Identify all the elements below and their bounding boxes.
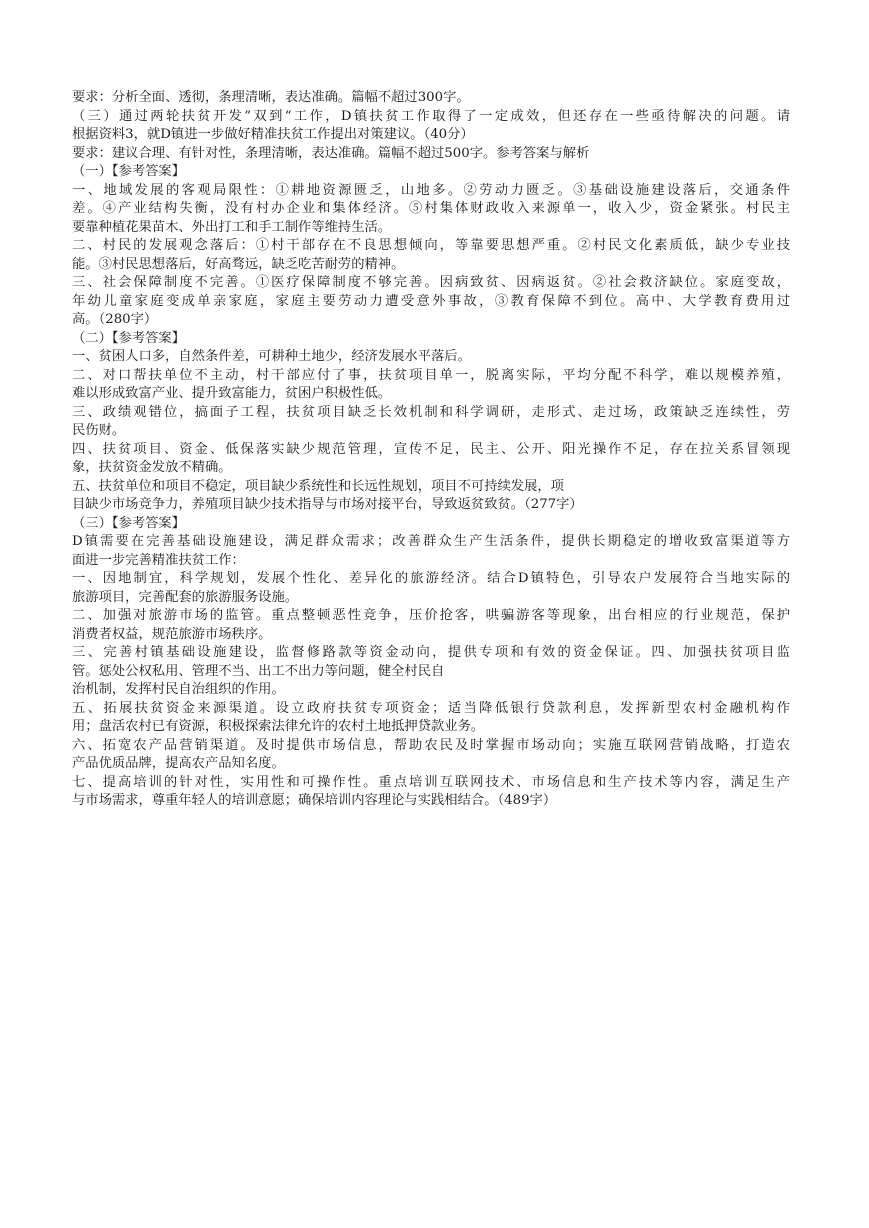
text-line: D镇需要在完善基础设施建设，满足群众需求；改善群众生产生活条件，提供长期稳定的增收致富渠道等方 (72, 534, 790, 549)
text-line: 七、提高培训的针对性，实用性和可操作性。重点培训互联网技术、市场信息和生产技术等内容，满足生产 (72, 774, 790, 790)
text-line: 二、对口帮扶单位不主动，村干部应付了事，扶贫项目单一，脱离实际，平均分配不科学，难以规模养殖， (72, 367, 790, 383)
text-line: 一、因地制宜，科学规划，发展个性化、差异化的旅游经济。结合D镇特色，引导农户发展符合当地实际的 (72, 571, 790, 586)
text-line: 要求：分析全面、透彻，条理清晰，表达准确。篇幅不超过300字。 (72, 90, 470, 105)
text-line: 五、扶贫单位和项目不稳定，项目缺少系统性和长远性规划，项目不可持续发展，项 (72, 478, 564, 494)
text-line: 面进一步完善精准扶贫工作： (72, 552, 245, 568)
text-line: 治机制，发挥村民自治组织的作用。 (72, 682, 285, 697)
document-body (72, 89, 790, 811)
text-line: 民伤财。 (72, 423, 126, 438)
text-line: 能。③村民思想落后，好高骛远，缺乏吃苦耐劳的精神。 (72, 256, 405, 272)
text-line: 差。④产业结构失衡，没有村办企业和集体经济。⑤村集体财政收入来源单一，收入少，资金紧张。村民主 (72, 201, 790, 216)
text-line: （一）【参考答案】 (72, 164, 186, 179)
text-line: 五、拓展扶贫资金来源渠道。设立政府扶贫专项资金；适当降低银行贷款利息，发挥新型农村金融机构作 (72, 700, 790, 716)
text-line: 目缺少市场竞争力，养殖项目缺少技术指导与市场对接平台，导致返贫致贫。（277字） (72, 497, 583, 512)
text-line: 要靠种植花果苗木、外出打工和手工制作等维持生活。 (72, 219, 392, 235)
text-line: 三、完善村镇基础设施建设，监督修路款等资金动向，提供专项和有效的资金保证。四、加强扶贫项目监 (72, 645, 790, 660)
text-line: （二）【参考答案】 (72, 330, 186, 346)
text-line: 要求：建议合理、有针对性，条理清晰，表达准确。篇幅不超过500字。参考答案与解析 (72, 145, 590, 161)
text-line: 用；盘活农村已有资源，积极探索法律允许的农村土地抵押贷款业务。 (72, 719, 485, 734)
text-line: 二、加强对旅游市场的监管。重点整顿恶性竞争，压价抢客，哄骗游客等现象，出台相应的行业规范，保护 (72, 608, 790, 623)
text-line: （三）通过两轮扶贫开发”双到“工作，D镇扶贫工作取得了一定成效，但还存在一些亟待解决的问题。请 (72, 108, 790, 124)
text-line: 产品优质品牌，提高农产品知名度。 (72, 756, 285, 771)
text-line: 旅游项目，完善配套的旅游服务设施。 (72, 589, 299, 605)
text-line: 四、扶贫项目、资金、低保落实缺少规范管理，宣传不足，民主、公开、阳光操作不足，存在拉关系冒领现 (72, 441, 790, 457)
text-line: （三）【参考答案】 (72, 515, 186, 531)
text-line: 与市场需求，尊重年轻人的培训意愿；确保培训内容理论与实践相结合。（489字） (72, 793, 557, 808)
text-line: 三、社会保障制度不完善。①医疗保障制度不够完善。因病致贫、因病返贫。②社会救济缺位。家庭变故， (72, 275, 790, 290)
text-line: 难以形成致富产业、提升致富能力，贫困户积极性低。 (72, 386, 392, 401)
text-line: 三、政绩观错位，搞面子工程，扶贫项目缺乏长效机制和科学调研，走形式、走过场，政策缺乏连续性，劳 (72, 404, 790, 420)
text-line: 管。惩处公权私用、管理不当、出工不出力等问题，健全村民自 (72, 663, 445, 679)
text-line: 一、贫困人口多，自然条件差，可耕种土地少，经济发展水平落后。 (72, 349, 471, 364)
text-line: 年幼儿童家庭变成单亲家庭，家庭主要劳动力遭受意外事故，③教育保障不到位。高中、大学教育费用过 (72, 293, 790, 309)
text-line: 高。（280字） (72, 312, 158, 327)
text-line: 一、地域发展的客观局限性：①耕地资源匮乏，山地多。②劳动力匮乏。③基础设施建设落后，交通条件 (72, 182, 790, 198)
text-line: 六、拓宽农产品营销渠道。及时提供市场信息，帮助农民及时掌握市场动向；实施互联网营销战略，打造农 (72, 737, 790, 753)
text-line: 根据资料3，就D镇进一步做好精准扶贫工作提出对策建议。（40分） (72, 127, 474, 142)
text-line: 消费者权益，规范旅游市场秩序。 (72, 626, 272, 642)
text-line: 二、村民的发展观念落后：①村干部存在不良思想倾向，等靠要思想严重。②村民文化素质低，缺少专业技 (72, 238, 790, 253)
text-line: 象，扶贫资金发放不精确。 (72, 460, 232, 475)
